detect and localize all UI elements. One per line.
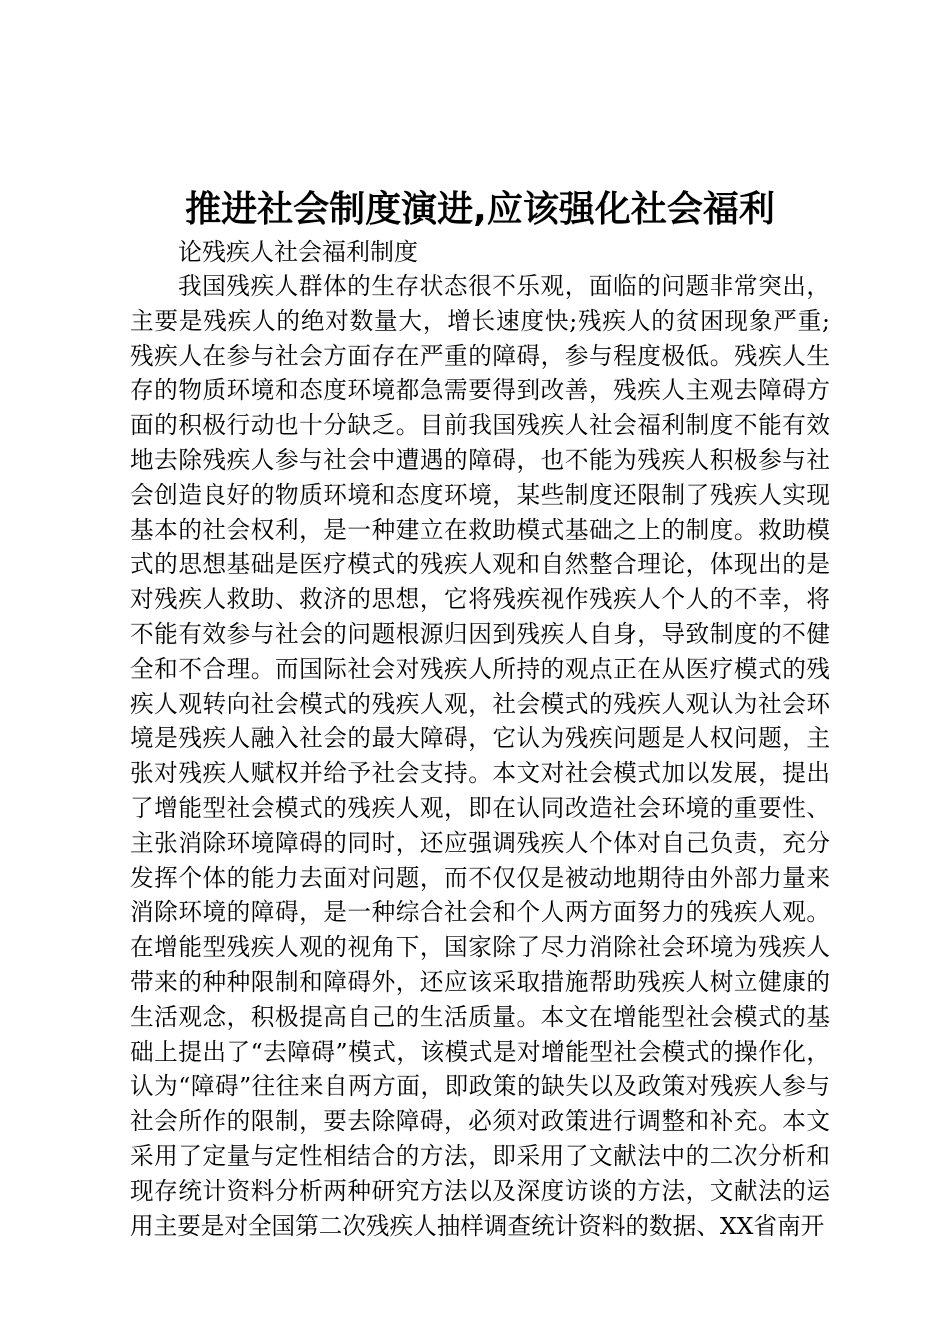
document-title: 推进社会制度演进,应该强化社会福利 <box>185 189 775 230</box>
document-subtitle: 论残疾人社会福利制度 <box>178 238 418 266</box>
document-body-paragraph: 我国残疾人群体的生存状态很不乐观，面临的问题非常突出，主要是残疾人的绝对数量大，增长速度快;残疾人的贫困现象严重;残疾人在参与社会方面存在严重的障碍，参与程度极低。残疾人生存的物质环境和态度环境都急需要得到改善，残疾人主观去障碍方面的积极行动也十分缺乏。目前我国残疾人社会福利制度不能有效地去除残疾人参与社会中遭遇的障碍，也不能为残疾人积极参与社会创造良好的物质环境和态度环境，某些制度还限制了残疾人实现基本的社会权利，是一种建立在救助模式基础之上的制度。救助模式的思想基础是医疗模式的残疾人观和自然整合理论，体现出的是对残疾人救助、救济的思想，它将残疾视作残疾人个人的不幸，将不能有效参与社会的问题根源归因到残疾人自身，导致制度的不健全和不合理。而国际社会对残疾人所持的观点正在从医疗模式的残疾人观转向社会模式的残疾人观，社会模式的残疾人观认为社会环境是残疾人融入社会的最大障碍，它认为残疾问题是人权问题，主张对残疾人赋权并给予社会支持。本文对社会模式加以发展，提出了增能型社会模式的残疾人观，即在认同改造社会环境的重要性、主张消除环境障碍的同时，还应强调残疾人个体对自己负责，充分发挥个体的能力去面对问题，而不仅仅是被动地期待由外部力量来消除环境的障碍，是一种综合社会和个人两方面努力的残疾人观。在增能型残疾人观的视角下，国家除了尽力消除社会环境为残疾人带来的种种限制和障碍外，还应该采取措施帮助残疾人树立健康的生活观念，积极提高自己的生活质量。本文在增能型社会模式的基础上提出了“去障碍”模式，该模式是对增能型社会模式的操作化，认为“障碍”往往来自两方面，即政策的缺失以及政策对残疾人参与社会所作的限制，要去除障碍，必须对政策进行调整和补充。本文采用了定量与定性相结合的方法，即采用了文献法中的二次分析和现存统计资料分析两种研究方法以及深度访谈的方法，文献法的运用主要是对全国第二次残疾人抽样调查统计资料的数据、XX省南开 <box>130 272 830 1240</box>
document-page <box>130 188 830 1243</box>
